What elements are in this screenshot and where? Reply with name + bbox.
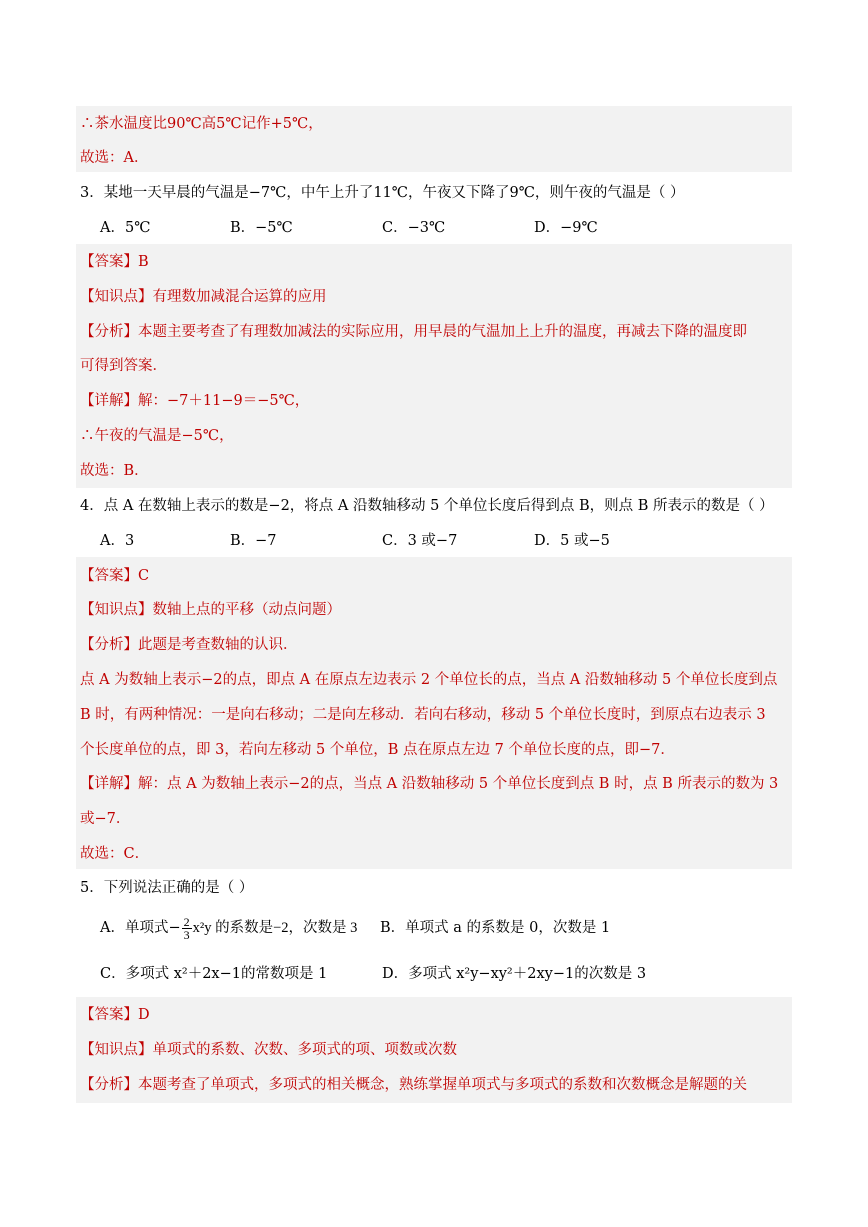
fraction <box>182 916 192 941</box>
question-5-stem: 5．下列说法正确的是（ ） <box>80 880 254 896</box>
question-3-stem: 3．某地一天早晨的气温是−7℃，中午上升了11℃，午夜又下降了9℃，则午夜的气温是（ ） <box>80 185 685 201</box>
solution-line: ∴茶水温度比90℃高5℃记作+5℃， <box>80 116 323 132</box>
solution-choice: 故选：A． <box>80 150 149 166</box>
q4-analysis-line3: 个长度单位的点，即 3，若向左移动 5 个单位，B 点在原点左边 7 个单位长度的点，即−7． <box>80 742 675 758</box>
q4-knowledge: 【知识点】数轴上点的平移（动点问题） <box>80 602 341 618</box>
q4-option-c: C．3 或−7 <box>382 533 458 549</box>
q5-answer: 【答案】D <box>80 1007 150 1023</box>
q5-option-a <box>100 912 357 944</box>
q4-analysis: 【分析】此题是考查数轴的认识． <box>80 637 298 653</box>
solution-block-q3 <box>76 244 792 488</box>
q4-analysis-line1: 点 A 为数轴上表示−2的点，即点 A 在原点左边表示 2 个单位长的点，当点 A 沿数轴移动 5 个单位长度到点 <box>80 672 778 688</box>
q4-option-a: A．3 <box>100 533 135 549</box>
q5-option-a-suffix: x²y 的系数是−2，次数是 3 <box>192 920 358 936</box>
q3-detail-cont: ∴午夜的气温是−5℃， <box>80 428 234 444</box>
q3-option-c: C．−3℃ <box>382 220 446 236</box>
q3-option-d: D．−9℃ <box>534 220 598 236</box>
q4-detail: 【详解】解：点 A 为数轴上表示−2的点，当点 A 沿数轴移动 5 个单位长度到点 B 时，点 B 所表示的数为 3 <box>80 776 779 792</box>
q3-option-b: B．−5℃ <box>230 220 293 236</box>
q4-detail-cont: 或−7． <box>80 811 131 827</box>
q3-option-a: A．5℃ <box>100 220 151 236</box>
q5-analysis: 【分析】本题考查了单项式，多项式的相关概念，熟练掌握单项式与多项式的系数和次数概念是解题的关 <box>80 1077 747 1093</box>
q3-detail: 【详解】解：−7＋11−9＝−5℃， <box>80 393 310 409</box>
q3-choice: 故选：B． <box>80 463 149 479</box>
q3-answer: 【答案】B <box>80 254 149 270</box>
q5-option-a-prefix: A．单项式− <box>100 920 181 936</box>
q4-answer: 【答案】C <box>80 568 150 584</box>
q5-option-c: C．多项式 x²＋2x−1的常数项是 1 <box>100 966 328 982</box>
q5-option-d: D．多项式 x²y−xy²＋2xy−1的次数是 3 <box>382 966 647 982</box>
question-4-stem: 4．点 A 在数轴上表示的数是−2，将点 A 沿数轴移动 5 个单位长度后得到点 B，则点 B 所表示的数是（ ） <box>80 498 774 514</box>
q3-analysis: 【分析】本题主要考查了有理数加减法的实际应用，用早晨的气温加上上升的温度，再减去下降的温度即 <box>80 324 747 340</box>
q3-analysis-cont: 可得到答案． <box>80 358 167 374</box>
fraction-denominator: 3 <box>183 927 190 942</box>
fraction-numerator: 2 <box>183 914 190 929</box>
q5-knowledge: 【知识点】单项式的系数、次数、多项式的项、项数或次数 <box>80 1042 457 1058</box>
q5-option-b: B．单项式 a 的系数是 0，次数是 1 <box>380 920 611 936</box>
q4-analysis-line2: B 时，有两种情况：一是向右移动；二是向左移动．若向右移动，移动 5 个单位长度时，到原点右边表示 3 <box>80 707 766 723</box>
q4-choice: 故选：C． <box>80 846 150 862</box>
q4-option-b: B．−7 <box>230 533 277 549</box>
q3-knowledge: 【知识点】有理数加减混合运算的应用 <box>80 289 327 305</box>
q4-option-d: D．5 或−5 <box>534 533 610 549</box>
